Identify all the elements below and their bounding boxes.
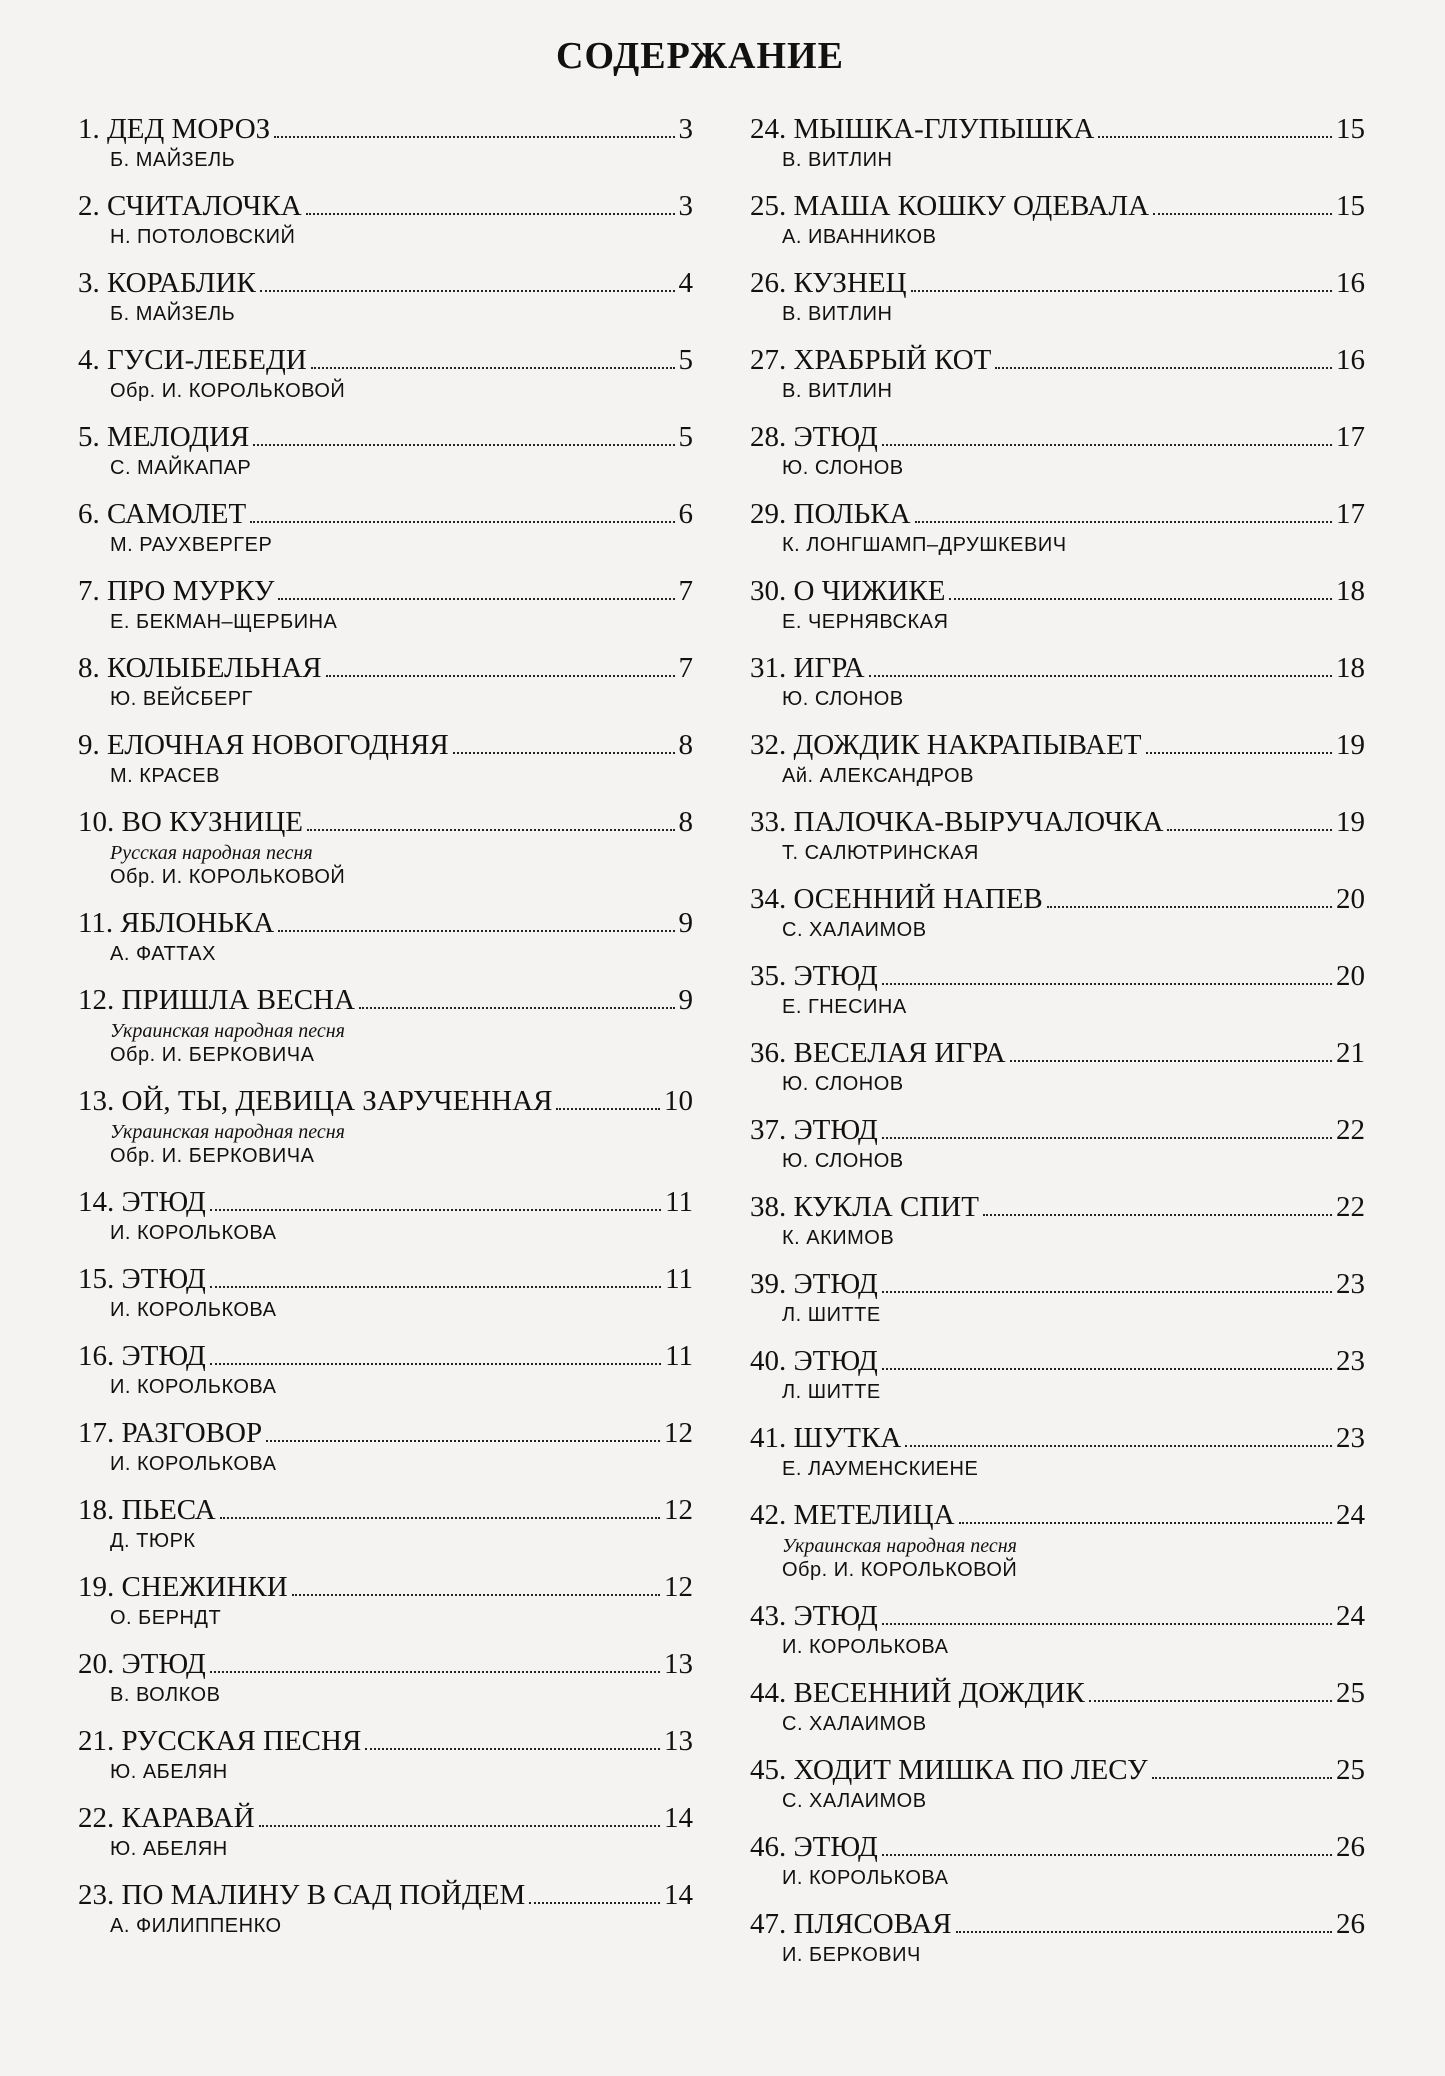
toc-entry-page-number: 12	[664, 1417, 693, 1449]
toc-entry-page-number: 7	[678, 652, 693, 684]
toc-entry-title: 17. РАЗГОВОР	[78, 1417, 263, 1449]
toc-entry-line	[78, 803, 693, 841]
toc-entry-page-number: 24	[1336, 1499, 1365, 1531]
toc-column-left	[78, 110, 693, 1953]
toc-entry-page-number: 21	[1336, 1037, 1365, 1069]
toc-entry-page-number: 14	[664, 1879, 693, 1911]
toc-entry-title: 25. МАША КОШКУ ОДЕВАЛА	[750, 190, 1150, 222]
toc-entry-page-number: 4	[678, 267, 693, 299]
toc-entry-page-number: 17	[1336, 421, 1365, 453]
toc-entry-line	[750, 803, 1365, 841]
toc-entry-line	[750, 1496, 1365, 1534]
dot-leader	[905, 1445, 1332, 1447]
toc-entry-page-number: 11	[665, 1186, 693, 1218]
toc-entry-composer: Е. ЧЕРНЯВСКАЯ	[782, 611, 949, 633]
toc-entry-line	[750, 1905, 1365, 1943]
toc-entry-page-number: 12	[664, 1571, 693, 1603]
dot-leader	[1152, 1777, 1332, 1779]
toc-entry-page-number: 3	[678, 113, 693, 145]
toc-entry-page-number: 19	[1336, 729, 1365, 761]
toc-entry	[750, 1751, 1365, 1828]
toc-entry-note: Украинская народная песня	[782, 1535, 1017, 1557]
toc-entry-line	[78, 649, 693, 687]
toc-entry-title: 14. ЭТЮД	[78, 1186, 206, 1218]
dot-leader	[250, 521, 674, 523]
toc-entry-page-number: 10	[664, 1085, 693, 1117]
toc-entry-title: 44. ВЕСЕННИЙ ДОЖДИК	[750, 1677, 1085, 1709]
toc-entry-composer: Е. ЛАУМЕНСКИЕНЕ	[782, 1458, 979, 1480]
toc-entry-page-number: 26	[1336, 1908, 1365, 1940]
toc-entry	[78, 1260, 693, 1337]
dot-leader	[882, 1854, 1332, 1856]
toc-entry-title: 38. КУКЛА СПИТ	[750, 1191, 979, 1223]
toc-entry	[750, 187, 1365, 264]
dot-leader	[959, 1522, 1332, 1524]
dot-leader	[956, 1931, 1332, 1933]
toc-entry-title: 41. ШУТКА	[750, 1422, 902, 1454]
toc-entry-title: 31. ИГРА	[750, 652, 865, 684]
toc-entry-line	[78, 1645, 693, 1683]
dot-leader	[1153, 213, 1332, 215]
toc-entry-line	[750, 264, 1365, 302]
toc-entry-composer: К. ЛОНГШАМП–ДРУШКЕВИЧ	[782, 534, 1067, 556]
toc-entry-line	[78, 1876, 693, 1914]
toc-entry-line	[78, 1082, 693, 1120]
toc-entry-page-number: 3	[678, 190, 693, 222]
dot-leader	[365, 1748, 660, 1750]
toc-entry-title: 27. ХРАБРЫЙ КОТ	[750, 344, 992, 376]
toc-entry-line	[78, 1337, 693, 1375]
dot-leader	[882, 983, 1332, 985]
toc-entry-title: 47. ПЛЯСОВАЯ	[750, 1908, 952, 1940]
toc-entry	[750, 1419, 1365, 1496]
toc-entry-title: 5. МЕЛОДИЯ	[78, 421, 250, 453]
toc-entry-composer: А. ФИЛИППЕНКО	[110, 1915, 282, 1937]
toc-entry-composer: В. ВИТЛИН	[782, 149, 893, 171]
toc-entry-title: 39. ЭТЮД	[750, 1268, 878, 1300]
toc-entry-composer: С. ХАЛАИМОВ	[782, 919, 927, 941]
toc-entry-title: 43. ЭТЮД	[750, 1600, 878, 1632]
toc-entry-composer: Б. МАЙЗЕЛЬ	[110, 149, 236, 171]
toc-entry-page-number: 9	[678, 984, 693, 1016]
toc-entry-page-number: 5	[678, 344, 693, 376]
toc-entry-composer: В. ВИТЛИН	[782, 303, 893, 325]
dot-leader	[529, 1902, 660, 1904]
toc-entry-composer: А. ИВАННИКОВ	[782, 226, 937, 248]
toc-entry-page-number: 19	[1336, 806, 1365, 838]
toc-entry-line	[78, 1414, 693, 1452]
dot-leader	[266, 1440, 660, 1442]
dot-leader	[882, 1368, 1332, 1370]
toc-entry	[78, 1799, 693, 1876]
toc-entry	[78, 572, 693, 649]
toc-entry-composer: Ю. АБЕЛЯН	[110, 1761, 228, 1783]
dot-leader	[210, 1671, 660, 1673]
toc-entry-composer: Ю. СЛОНОВ	[782, 457, 904, 479]
toc-entry-title: 22. КАРАВАЙ	[78, 1802, 255, 1834]
toc-entry-page-number: 15	[1336, 113, 1365, 145]
toc-entry-page-number: 25	[1336, 1754, 1365, 1786]
toc-entry-page-number: 8	[678, 729, 693, 761]
toc-entry-page-number: 18	[1336, 652, 1365, 684]
toc-entry-line	[78, 187, 693, 225]
toc-entry-page-number: 26	[1336, 1831, 1365, 1863]
page-title: СОДЕРЖАНИЕ	[556, 35, 844, 77]
dot-leader	[1167, 829, 1332, 831]
toc-entry-page-number: 14	[664, 1802, 693, 1834]
toc-entry	[750, 495, 1365, 572]
dot-leader	[995, 367, 1332, 369]
toc-entry-title: 33. ПАЛОЧКА-ВЫРУЧАЛОЧКА	[750, 806, 1164, 838]
toc-entry-composer: Д. ТЮРК	[110, 1530, 196, 1552]
toc-entry-title: 21. РУССКАЯ ПЕСНЯ	[78, 1725, 362, 1757]
dot-leader	[1146, 752, 1332, 754]
toc-entry-note: Русская народная песня	[110, 842, 313, 864]
toc-entry	[750, 1188, 1365, 1265]
toc-entry	[750, 803, 1365, 880]
toc-entry-line	[78, 1260, 693, 1298]
toc-entry-page-number: 17	[1336, 498, 1365, 530]
toc-entry-page-number: 8	[678, 806, 693, 838]
toc-entry-line	[78, 981, 693, 1019]
toc-entry	[750, 264, 1365, 341]
toc-entry-composer: Б. МАЙЗЕЛЬ	[110, 303, 236, 325]
toc-entry-page-number: 7	[678, 575, 693, 607]
toc-entry	[78, 1183, 693, 1260]
toc-entry-page-number: 9	[678, 907, 693, 939]
dot-leader	[453, 752, 675, 754]
dot-leader	[278, 598, 674, 600]
toc-entry-line	[750, 572, 1365, 610]
toc-entry-composer: Н. ПОТОЛОВСКИЙ	[110, 226, 296, 248]
toc-entry	[750, 1111, 1365, 1188]
toc-entry-line	[78, 110, 693, 148]
toc-entry-line	[750, 1419, 1365, 1457]
dot-leader	[359, 1007, 675, 1009]
toc-entry-page-number: 22	[1336, 1114, 1365, 1146]
toc-entry-title: 6. САМОЛЕТ	[78, 498, 247, 530]
toc-entry	[750, 880, 1365, 957]
dot-leader	[210, 1209, 661, 1211]
toc-entry-title: 35. ЭТЮД	[750, 960, 878, 992]
toc-entry-line	[750, 1034, 1365, 1072]
dot-leader	[274, 136, 674, 138]
toc-entry-page-number: 18	[1336, 575, 1365, 607]
toc-entry-composer: Обр. И. КОРОЛЬКОВОЙ	[110, 380, 346, 402]
toc-entry-line	[750, 1751, 1365, 1789]
toc-entry-title: 15. ЭТЮД	[78, 1263, 206, 1295]
toc-entry-page-number: 20	[1336, 883, 1365, 915]
toc-entry-page-number: 22	[1336, 1191, 1365, 1223]
toc-entry-title: 16. ЭТЮД	[78, 1340, 206, 1372]
dot-leader	[1047, 906, 1332, 908]
dot-leader	[1010, 1060, 1332, 1062]
toc-entry-composer: Е. ГНЕСИНА	[782, 996, 907, 1018]
dot-leader	[1098, 136, 1332, 138]
toc-entry-composer: Ю. ВЕЙСБЕРГ	[110, 688, 253, 710]
dot-leader	[292, 1594, 660, 1596]
toc-entry	[78, 1568, 693, 1645]
toc-entry	[78, 495, 693, 572]
toc-entry	[750, 1496, 1365, 1597]
toc-entry-line	[78, 1183, 693, 1221]
toc-entry-composer: Л. ШИТТЕ	[782, 1304, 881, 1326]
dot-leader	[220, 1517, 660, 1519]
toc-entry-composer: Л. ШИТТЕ	[782, 1381, 881, 1403]
toc-entry-title: 2. СЧИТАЛОЧКА	[78, 190, 302, 222]
toc-entry-page-number: 20	[1336, 960, 1365, 992]
dot-leader	[260, 290, 675, 292]
toc-entry	[78, 1337, 693, 1414]
toc-entry-title: 1. ДЕД МОРОЗ	[78, 113, 271, 145]
toc-entry	[78, 1722, 693, 1799]
toc-entry-composer: Е. БЕКМАН–ЩЕРБИНА	[110, 611, 338, 633]
toc-entry-line	[78, 1568, 693, 1606]
toc-entry-title: 29. ПОЛЬКА	[750, 498, 911, 530]
dot-leader	[882, 1623, 1332, 1625]
toc-entry-composer: М. КРАСЕВ	[110, 765, 220, 787]
dot-leader	[556, 1108, 660, 1110]
toc-entry-composer: В. ВОЛКОВ	[110, 1684, 221, 1706]
dot-leader	[869, 675, 1332, 677]
toc-entry-note: Украинская народная песня	[110, 1121, 345, 1143]
toc-entry	[750, 418, 1365, 495]
dot-leader	[949, 598, 1332, 600]
toc-entry	[78, 264, 693, 341]
dot-leader	[259, 1825, 660, 1827]
toc-entry-line	[750, 1111, 1365, 1149]
toc-entry-composer: И. КОРОЛЬКОВА	[782, 1867, 949, 1889]
toc-entry-title: 32. ДОЖДИК НАКРАПЫВАЕТ	[750, 729, 1142, 761]
toc-entry-line	[78, 1799, 693, 1837]
toc-entry-title: 19. СНЕЖИНКИ	[78, 1571, 288, 1603]
toc-entry-page-number: 13	[664, 1725, 693, 1757]
toc-entry-page-number: 23	[1336, 1422, 1365, 1454]
toc-entry-line	[78, 904, 693, 942]
toc-entry-title: 18. ПЬЕСА	[78, 1494, 216, 1526]
toc-entry-page-number: 11	[665, 1263, 693, 1295]
toc-entry	[78, 1082, 693, 1183]
toc-entry-title: 36. ВЕСЕЛАЯ ИГРА	[750, 1037, 1006, 1069]
toc-entry-composer: Ю. АБЕЛЯН	[110, 1838, 228, 1860]
toc-entry-title: 11. ЯБЛОНЬКА	[78, 907, 275, 939]
toc-entry-page-number: 23	[1336, 1268, 1365, 1300]
toc-entry	[78, 1645, 693, 1722]
toc-entry-composer: Обр. И. КОРОЛЬКОВОЙ	[782, 1559, 1018, 1581]
toc-entry-line	[750, 341, 1365, 379]
dot-leader	[882, 1137, 1332, 1139]
toc-entry-line	[750, 418, 1365, 456]
toc-entry-line	[750, 1265, 1365, 1303]
toc-entry-composer: И. КОРОЛЬКОВА	[110, 1453, 277, 1475]
toc-entry-line	[78, 341, 693, 379]
dot-leader	[210, 1363, 661, 1365]
toc-entry-page-number: 24	[1336, 1600, 1365, 1632]
toc-entry	[750, 1674, 1365, 1751]
toc-entry-title: 34. ОСЕННИЙ НАПЕВ	[750, 883, 1043, 915]
toc-entry	[750, 572, 1365, 649]
toc-entry-composer: Ю. СЛОНОВ	[782, 1150, 904, 1172]
toc-entry-composer: И. КОРОЛЬКОВА	[110, 1222, 277, 1244]
toc-entry-page-number: 5	[678, 421, 693, 453]
dot-leader	[326, 675, 675, 677]
toc-entry-composer: С. ХАЛАИМОВ	[782, 1713, 927, 1735]
toc-entry	[78, 1876, 693, 1953]
toc-entry-title: 46. ЭТЮД	[750, 1831, 878, 1863]
toc-entry	[78, 110, 693, 187]
toc-entry-title: 45. ХОДИТ МИШКА ПО ЛЕСУ	[750, 1754, 1148, 1786]
toc-entry-composer: Обр. И. КОРОЛЬКОВОЙ	[110, 866, 346, 888]
toc-entry	[750, 341, 1365, 418]
toc-entry-line	[750, 1597, 1365, 1635]
toc-entry	[78, 1491, 693, 1568]
toc-entry-page-number: 16	[1336, 267, 1365, 299]
toc-entry-title: 13. ОЙ, ТЫ, ДЕВИЦА ЗАРУЧЕННАЯ	[78, 1085, 553, 1117]
toc-entry-line	[750, 1188, 1365, 1226]
toc-entry-composer: С. МАЙКАПАР	[110, 457, 252, 479]
toc-entry-page-number: 15	[1336, 190, 1365, 222]
toc-entry	[78, 803, 693, 904]
toc-entry-composer: И. КОРОЛЬКОВА	[110, 1299, 277, 1321]
toc-entry	[78, 649, 693, 726]
toc-entry-line	[750, 1828, 1365, 1866]
dot-leader	[210, 1286, 661, 1288]
toc-entry-note: Украинская народная песня	[110, 1020, 345, 1042]
toc-entry-title: 42. МЕТЕЛИЦА	[750, 1499, 955, 1531]
toc-entry-composer: Ю. СЛОНОВ	[782, 1073, 904, 1095]
toc-entry-title: 40. ЭТЮД	[750, 1345, 878, 1377]
toc-entry-line	[750, 110, 1365, 148]
toc-entry-line	[78, 572, 693, 610]
dot-leader	[882, 444, 1332, 446]
toc-entry	[750, 1265, 1365, 1342]
toc-entry-composer: О. БЕРНДТ	[110, 1607, 222, 1629]
toc-entry-line	[750, 880, 1365, 918]
toc-entry-page-number: 11	[665, 1340, 693, 1372]
toc-entry-title: 23. ПО МАЛИНУ В САД ПОЙДЕМ	[78, 1879, 526, 1911]
toc-entry-title: 3. КОРАБЛИК	[78, 267, 256, 299]
toc-entry-title: 7. ПРО МУРКУ	[78, 575, 275, 607]
toc-entry-composer: К. АКИМОВ	[782, 1227, 895, 1249]
toc-entry-composer: Ю. СЛОНОВ	[782, 688, 904, 710]
toc-entry-title: 8. КОЛЫБЕЛЬНАЯ	[78, 652, 322, 684]
toc-entry	[78, 341, 693, 418]
toc-entry-page-number: 6	[678, 498, 693, 530]
toc-entry	[750, 957, 1365, 1034]
toc-entry-title: 28. ЭТЮД	[750, 421, 878, 453]
toc-entry	[78, 981, 693, 1082]
toc-entry-composer: С. ХАЛАИМОВ	[782, 1790, 927, 1812]
toc-entry	[78, 904, 693, 981]
toc-entry-composer: И. БЕРКОВИЧ	[782, 1944, 921, 1966]
toc-entry-line	[750, 495, 1365, 533]
toc-column-right	[750, 110, 1365, 1982]
dot-leader	[278, 930, 674, 932]
toc-entry-title: 26. КУЗНЕЦ	[750, 267, 907, 299]
toc-entry-title: 20. ЭТЮД	[78, 1648, 206, 1680]
toc-entry-page-number: 12	[664, 1494, 693, 1526]
toc-entry	[750, 1828, 1365, 1905]
toc-entry-composer: Обр. И. БЕРКОВИЧА	[110, 1145, 315, 1167]
dot-leader	[915, 521, 1332, 523]
toc-entry-title: 30. О ЧИЖИКЕ	[750, 575, 946, 607]
toc-entry	[750, 1342, 1365, 1419]
dot-leader	[311, 367, 675, 369]
toc-entry-line	[750, 649, 1365, 687]
toc-entry-composer: И. КОРОЛЬКОВА	[110, 1376, 277, 1398]
toc-entry-composer: И. КОРОЛЬКОВА	[782, 1636, 949, 1658]
toc-entry	[78, 726, 693, 803]
toc-entry-composer: М. РАУХВЕРГЕР	[110, 534, 273, 556]
toc-entry-title: 37. ЭТЮД	[750, 1114, 878, 1146]
toc-entry-page-number: 13	[664, 1648, 693, 1680]
toc-entry-line	[750, 957, 1365, 995]
toc-entry-line	[78, 495, 693, 533]
toc-entry-line	[78, 264, 693, 302]
toc-entry-line	[750, 726, 1365, 764]
toc-entry	[750, 649, 1365, 726]
toc-entry-composer: Обр. И. БЕРКОВИЧА	[110, 1044, 315, 1066]
toc-entry-line	[750, 1342, 1365, 1380]
toc-entry	[750, 726, 1365, 803]
toc-entry-line	[750, 187, 1365, 225]
toc-entry-composer: Ай. АЛЕКСАНДРОВ	[782, 765, 974, 787]
toc-entry-line	[78, 726, 693, 764]
toc-entry-composer: А. ФАТТАХ	[110, 943, 216, 965]
toc-entry-page-number: 16	[1336, 344, 1365, 376]
toc-entry-line	[78, 418, 693, 456]
toc-entry-title: 10. ВО КУЗНИЦЕ	[78, 806, 304, 838]
toc-entry-page-number: 25	[1336, 1677, 1365, 1709]
dot-leader	[911, 290, 1332, 292]
dot-leader	[1089, 1700, 1332, 1702]
dot-leader	[253, 444, 674, 446]
dot-leader	[983, 1214, 1332, 1216]
toc-entry	[750, 1034, 1365, 1111]
dot-leader	[882, 1291, 1332, 1293]
toc-entry	[750, 1597, 1365, 1674]
dot-leader	[307, 829, 674, 831]
toc-entry-title: 24. МЫШКА-ГЛУПЫШКА	[750, 113, 1095, 145]
toc-entry-line	[78, 1722, 693, 1760]
toc-entry	[78, 187, 693, 264]
toc-entry	[750, 110, 1365, 187]
toc-entry	[78, 418, 693, 495]
toc-entry-title: 4. ГУСИ-ЛЕБЕДИ	[78, 344, 307, 376]
toc-entry-composer: В. ВИТЛИН	[782, 380, 893, 402]
toc-entry-title: 12. ПРИШЛА ВЕСНА	[78, 984, 355, 1016]
toc-entry-page-number: 23	[1336, 1345, 1365, 1377]
toc-entry-line	[78, 1491, 693, 1529]
toc-entry-title: 9. ЕЛОЧНАЯ НОВОГОДНЯЯ	[78, 729, 449, 761]
toc-entry	[78, 1414, 693, 1491]
toc-entry-line	[750, 1674, 1365, 1712]
toc-entry	[750, 1905, 1365, 1982]
dot-leader	[306, 213, 675, 215]
toc-entry-composer: Т. САЛЮТРИНСКАЯ	[782, 842, 979, 864]
